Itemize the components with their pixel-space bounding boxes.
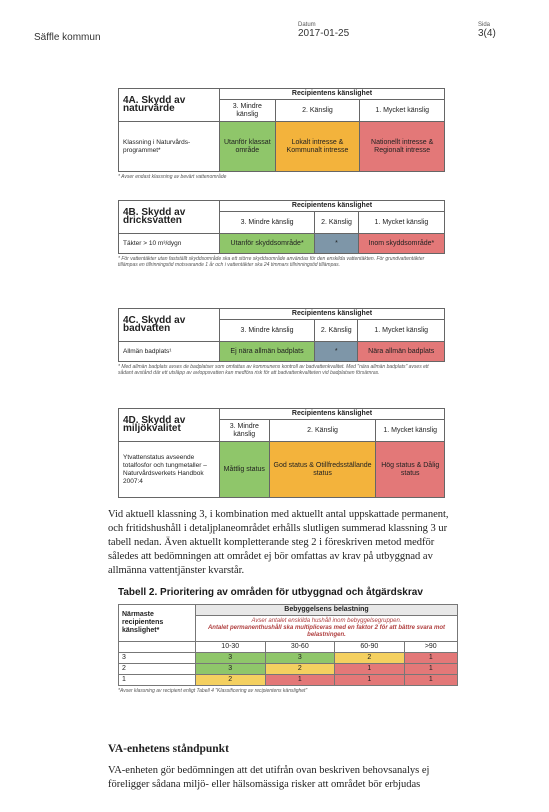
t2-cell: 3 [196, 653, 266, 664]
t2-cell: 2 [335, 653, 405, 664]
section-heading: VA-enhetens ståndpunkt [108, 743, 229, 755]
t2-cell: 3 [196, 664, 266, 675]
col-3: 3. Mindre känslig [220, 420, 270, 442]
table-4a-note: * Avser endast klassning av bevärt vattenområde [118, 174, 227, 180]
col-3: 3. Mindre känslig [220, 212, 315, 234]
page-label: Sida [478, 22, 491, 28]
cell-2: God status & Otillfredsställande status [269, 442, 376, 498]
t2-cell: 1 [404, 653, 457, 664]
t2-note-2: Antalet permanenthushåll ska multipliceras med en faktor 2 för att bättre svara mot belastningen. [207, 625, 446, 638]
row-label: Ytvattenstatus avseende totalfosfor och tungmetaller – Naturvårdsverkets Handbok 2007:4 [119, 442, 220, 498]
table-4d [118, 408, 445, 498]
table-2 [118, 604, 458, 694]
cell-1: Inom skyddsområde* [358, 234, 444, 254]
t2-cell: 1 [404, 675, 457, 686]
t2-cell: 2 [265, 664, 335, 675]
table-4b [118, 200, 445, 268]
date: 2017-01-25 [298, 28, 350, 39]
col-1: 1. Mycket känslig [376, 420, 445, 442]
page-number: 3(4) [478, 28, 496, 39]
t2-note-1: Avser antalet enskilda hushåll inom bebyggelsegruppen. [251, 618, 402, 624]
col-3: 3. Mindre känslig [220, 100, 276, 122]
row-label: Allmän badplats¹ [119, 342, 220, 362]
t2-cell: 2 [196, 675, 266, 686]
table-2-title: Tabell 2. Prioritering av områden för utbyggnad och åtgärdskrav [118, 587, 423, 598]
table-row [119, 675, 458, 686]
table-4b-note: * För vattentäkter utan fastställt skyddsområde ska ett större skyddsområde användas för den enskilda vattentäkten. För grundvattentäkter tillämpas en tillrinningstid motsvarande 1 år och i vattentäkter ska 24 timmars tillrinningstid tillämpas. [118, 256, 425, 268]
t2-cell: 1 [404, 664, 457, 675]
col-2: 2. Känslig [275, 100, 360, 122]
t2-col-3: >90 [404, 642, 457, 653]
cell-2: * [315, 342, 358, 362]
t2-cell: 1 [265, 675, 335, 686]
row-label: Klassning i Naturvårds-programmet* [119, 122, 220, 172]
row-label: Täkter > 10 m³/dygn [119, 234, 220, 254]
t2-col-0: 10-30 [196, 642, 266, 653]
table-4d-title: 4D. Skydd av miljökvalitet [119, 409, 220, 442]
cell-2: * [315, 234, 359, 254]
cell-3: Utanför skyddsområde* [220, 234, 315, 254]
date-label: Datum [298, 22, 316, 28]
page-block [478, 22, 496, 39]
cell-3: Utanför klassat område [220, 122, 276, 172]
t2-cell: 1 [335, 675, 405, 686]
cell-1: Nära allmän badplats [358, 342, 445, 362]
t2-col-2: 60-90 [335, 642, 405, 653]
table-4c-title: 4C. Skydd av badvatten [119, 309, 220, 342]
t2-row-key: 3 [119, 653, 196, 664]
t2-row-key: 1 [119, 675, 196, 686]
cell-3: Måttlig status [220, 442, 270, 498]
table-4a [118, 88, 445, 180]
t2-cell: 1 [335, 664, 405, 675]
table-4c [118, 308, 445, 376]
recipient-header: Recipientens känslighet [220, 409, 445, 420]
col-2: 2. Känslig [269, 420, 376, 442]
t2-row-key: 2 [119, 664, 196, 675]
table-4a-title: 4A. Skydd av naturvärde [119, 89, 220, 122]
cell-1: Nationellt intresse & Regionalt intresse [360, 122, 445, 172]
t2-col-1: 30-60 [265, 642, 335, 653]
recipient-header: Recipientens känslighet [220, 89, 445, 100]
body-paragraph: Vid aktuell klassning 3, i kombination med aktuellt antal uppskattade permanent, och fritidshushåll i detaljplaneområdet erhålls slutligen summerad klassning 3 ur tabell nedan. Även aktuellt kompletterande steg 2 i föreskriven metod medför således att bedömningen att området ej bör omfattas av krav på utbyggnad av allmänna vattentjänster kvarstår. [108, 509, 449, 576]
cell-2: Lokalt intresse & Kommunalt intresse [275, 122, 360, 172]
t2-cell: 3 [265, 653, 335, 664]
cell-3: Ej nära allmän badplats [220, 342, 315, 362]
cell-1: Hög status & Dålig status [376, 442, 445, 498]
org-name: Säffle kommun [34, 32, 101, 43]
recipient-header: Recipientens känslighet [220, 201, 445, 212]
col-3: 3. Mindre känslig [220, 320, 315, 342]
col-2: 2. Känslig [315, 320, 358, 342]
section-text: VA-enheten gör bedömningen att det utifrån ovan beskriven behovsanalys ej föreligger sådana miljö- eller hälsomässiga risker att området bör erbjudas [108, 765, 430, 790]
t2-belastning-header: Bebyggelsens belastning [196, 605, 458, 616]
col-1: 1. Mycket känslig [358, 212, 444, 234]
recipient-header: Recipientens känslighet [220, 309, 445, 320]
t2-left-header: Närmaste recipientens känslighet* [119, 605, 196, 642]
date-block [298, 22, 349, 39]
table-4b-title: 4B. Skydd av dricksvatten [119, 201, 220, 234]
table-4c-note: * Med allmän badplats avses de badplatser som omfattas av kommunens kontroll av badvattenkvalitet. Med "nära allmän badplats" avses ett sådant avstånd där ett utsläpp av avloppsvatten kan medföra risk för att badvattenkvaliteten vid badplatsen försämras. [118, 364, 429, 376]
col-2: 2. Känslig [315, 212, 359, 234]
col-1: 1. Mycket känslig [358, 320, 445, 342]
col-1: 1. Mycket känslig [360, 100, 445, 122]
table-row [119, 653, 458, 664]
t2-footnote: *Avser klassning av recipient enligt Tabell 4 "Klassificering av recipientens känslighet" [118, 688, 308, 694]
table-row [119, 664, 458, 675]
